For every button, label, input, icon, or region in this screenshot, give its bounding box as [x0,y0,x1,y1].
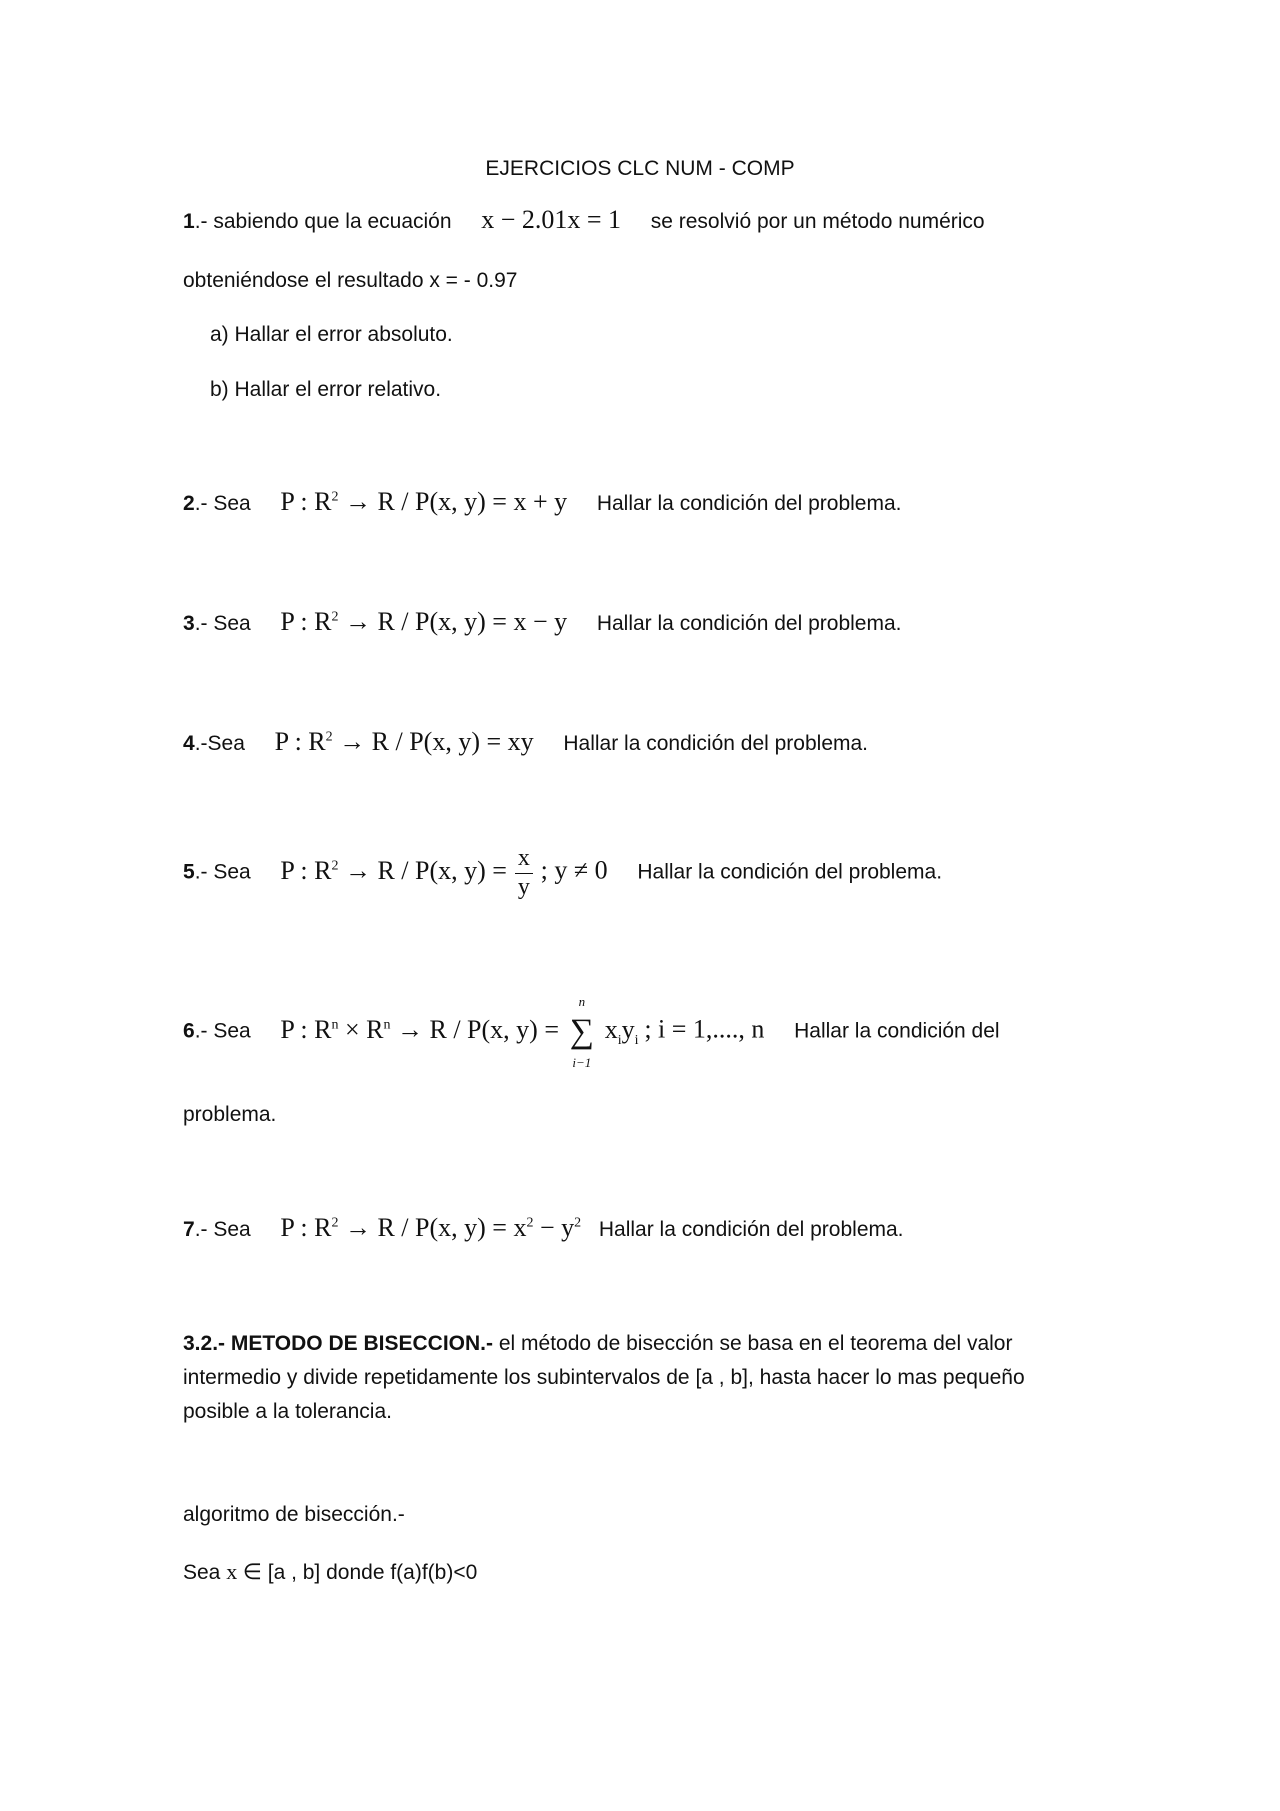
q6-summation: n ∑ i−1 [569,994,594,1070]
q2-formula: P : $R^2 \to R / P(x$, y) = x + y [280,487,568,516]
q6-line [183,994,1000,1070]
q7-number: 7 [183,1218,195,1241]
q1-pre: .- sabiendo que la ecuación [194,210,452,233]
q3-formula: P : $R^2 \to R / P(x$, y) = x − y [280,607,568,636]
section-text-1: el método de bisección se basa en el teorema del valor [498,1332,1013,1355]
section-heading: 3.2.- METODO DE BISECCION.- [183,1332,493,1355]
q4-post: Hallar la condición del problema. [563,732,869,755]
q7-formula: P : $R^2 \to R / P(x$, $y) = x^2 - y^2$ [280,1213,582,1242]
q5-formula: P : $R^2 \to R / P(x$, y) = [280,855,507,885]
q2-post: Hallar la condición del problema. [596,492,902,515]
q6-pre: .- Sea [194,1019,251,1043]
q2-line [183,489,902,515]
q3-pre: .- Sea [194,612,251,635]
q6-number: 6 [183,1019,195,1043]
q3-line [183,609,902,635]
algorithm-heading: algoritmo de bisección.- [183,1503,405,1526]
q1-equation: x − 2.01x = 1 [481,205,622,234]
q5-number: 5 [183,860,195,884]
q6-term: $x_iy_i$ [604,1014,639,1048]
algorithm-interval: [a , b] donde f(a)f(b)<0 [267,1561,478,1584]
q1-line2: obteniéndose el resultado x = - 0.97 [183,269,518,292]
q5-line [183,845,942,901]
q6-formula: P : $R^n \times R^n \to R / P(x$, y) = [280,1014,559,1044]
q6-range: ; i = 1,...., n [644,1014,765,1044]
section-line1 [183,1333,1012,1354]
q1-line1 [183,207,985,233]
algorithm-line [183,1561,477,1583]
q4-number: 4 [183,732,195,755]
q1-post: se resolvió por un método numérico [650,210,985,233]
q2-number: 2 [183,492,195,515]
q4-formula: P : $R^2 \to R / P(x$, y) = xy [274,727,534,756]
q4-line [183,729,868,755]
q4-pre: .-Sea [194,732,245,755]
q5-pre: .- Sea [194,860,251,884]
q1-item-b: b) Hallar el error relativo. [210,378,442,401]
q6-post: Hallar la condición del [794,1019,1000,1043]
q5-condition: ; y ≠ 0 [540,855,608,885]
algorithm-sea: Sea [183,1561,221,1584]
page-title: EJERCICIOS CLC NUM - COMP [485,157,795,180]
section-text-3: posible a la tolerancia. [183,1400,392,1423]
q5-post: Hallar la condición del problema. [637,860,943,884]
q3-post: Hallar la condición del problema. [596,612,902,635]
section-text-2: intermedio y divide repetidamente los subintervalos de [a , b], hasta hacer lo mas pequeño [183,1366,1025,1389]
q7-pre: .- Sea [194,1218,251,1241]
q7-line [183,1215,904,1241]
q7-post: Hallar la condición del problema. [598,1218,904,1241]
q3-number: 3 [183,612,195,635]
q6-line2: problema. [183,1103,277,1126]
q2-pre: .- Sea [194,492,251,515]
algorithm-var: x ∈ [226,1559,262,1584]
q1-item-a: a) Hallar el error absoluto. [210,323,453,346]
q1-number: 1 [183,210,195,233]
q5-fraction: $\frac{x}{y}$ [515,845,533,901]
